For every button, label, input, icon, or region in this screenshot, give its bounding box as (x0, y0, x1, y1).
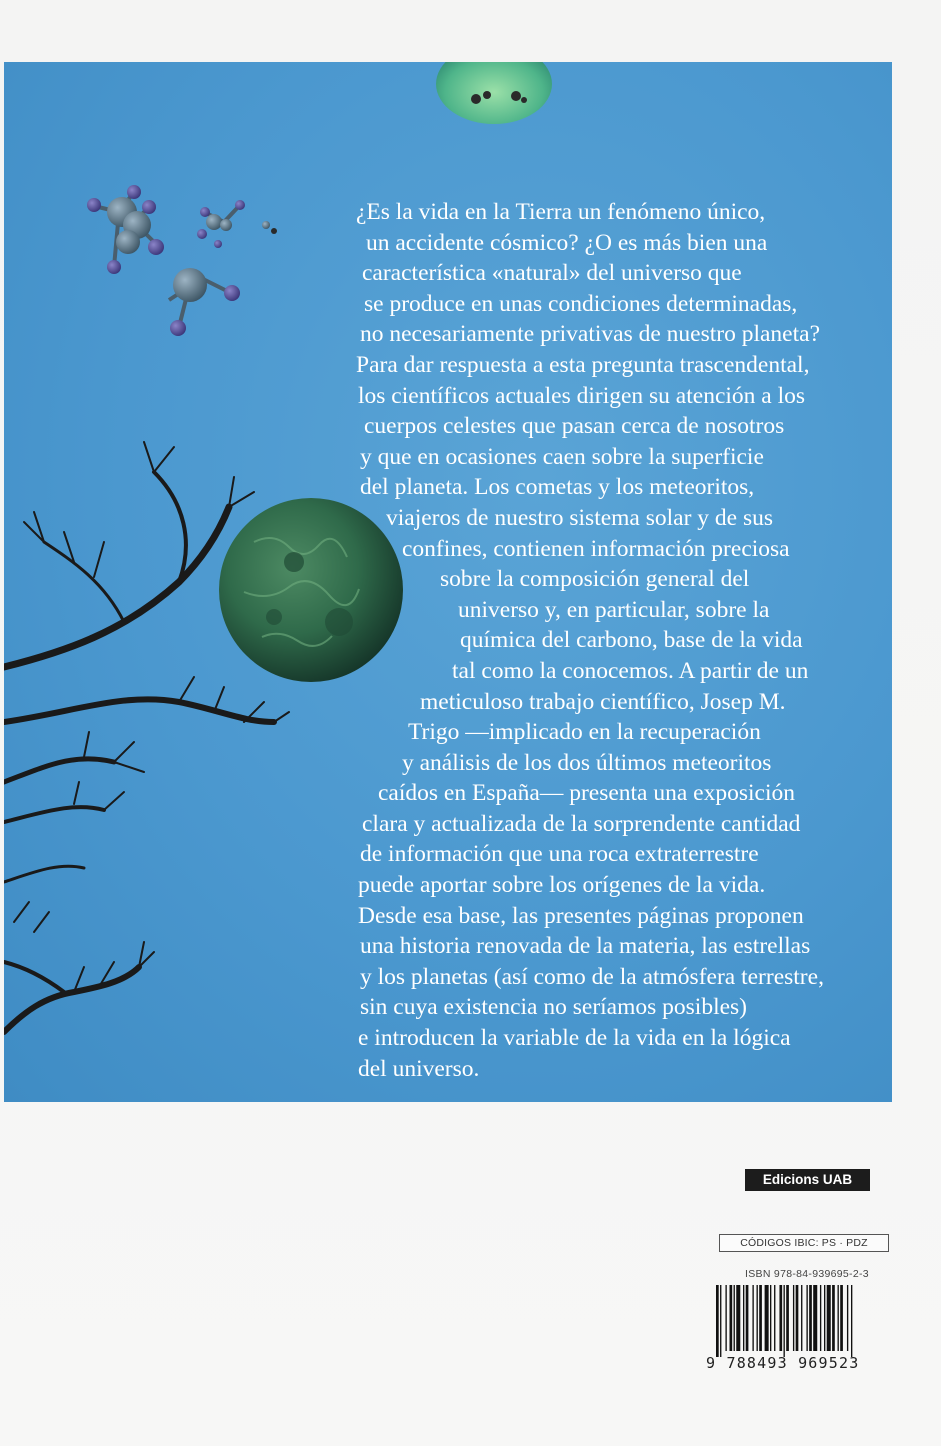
blurb-line: de información que una roca extraterrestre (360, 841, 759, 868)
isbn-label: ISBN 978-84-939695-2-3 (745, 1268, 869, 1280)
blurb-line: no necesariamente privativas de nuestro planeta? (360, 321, 821, 348)
blurb-line: confines, contienen información preciosa (402, 535, 790, 562)
blurb-line: sobre la composición general del (440, 566, 750, 593)
blurb-line: y los planetas (así como de la atmósfera terrestre, (360, 963, 824, 990)
blurb-line: una historia renovada de la materia, las estrellas (360, 933, 811, 960)
blurb-line: los científicos actuales dirigen su atención a los (358, 382, 806, 409)
blurb-line: universo y, en particular, sobre la (458, 596, 770, 623)
blurb-line: puede aportar sobre los orígenes de la vida. (358, 872, 766, 899)
blurb-line: ¿Es la vida en la Tierra un fenómeno único, (356, 199, 766, 225)
blurb-line: característica «natural» del universo que (362, 260, 742, 287)
blurb-line: meticuloso trabajo científico, Josep M. (420, 688, 786, 715)
blurb-line: y análisis de los dos últimos meteoritos (402, 749, 772, 776)
blurb-line: del planeta. Los cometas y los meteoritos, (360, 474, 755, 501)
blurb-line: un accidente cósmico? ¿O es más bien una (366, 229, 768, 256)
blurb-line: caídos en España— presenta una exposición (378, 780, 795, 807)
blurb-line: Para dar respuesta a esta pregunta trascendental, (356, 351, 810, 378)
blurb-line: tal como la conocemos. A partir de un (452, 657, 809, 684)
cover-illustration-panel (4, 62, 892, 1102)
blurb-line: del universo. (358, 1055, 480, 1082)
blurb-line: Desde esa base, las presentes páginas proponen (358, 902, 804, 929)
blurb-line: sin cuya existencia no seríamos posibles) (360, 994, 748, 1021)
blurb-line: clara y actualizada de la sorprendente cantidad (362, 810, 801, 837)
ibic-codes-box: CÓDIGOS IBIC: PS · PDZ (719, 1234, 889, 1252)
blurb-line: Trigo —implicado en la recuperación (408, 719, 761, 746)
green-cell-blob (436, 62, 552, 124)
blurb-line: viajeros de nuestro sistema solar y de sus (386, 504, 774, 531)
blurb-line: y que en ocasiones caen sobre la superficie (360, 443, 764, 470)
barcode (714, 1285, 892, 1363)
blurb-line: química del carbono, base de la vida (460, 627, 803, 654)
publisher-logo: Edicions UAB (745, 1169, 870, 1191)
blurb-line: cuerpos celestes que pasan cerca de nosotros (364, 413, 785, 440)
blurb-line: se produce en unas condiciones determinadas, (364, 290, 798, 317)
blurb-line: e introducen la variable de la vida en la lógica (358, 1025, 791, 1052)
barcode-digits: 9 788493 969523 (706, 1354, 860, 1372)
back-cover-blurb (356, 197, 876, 1084)
